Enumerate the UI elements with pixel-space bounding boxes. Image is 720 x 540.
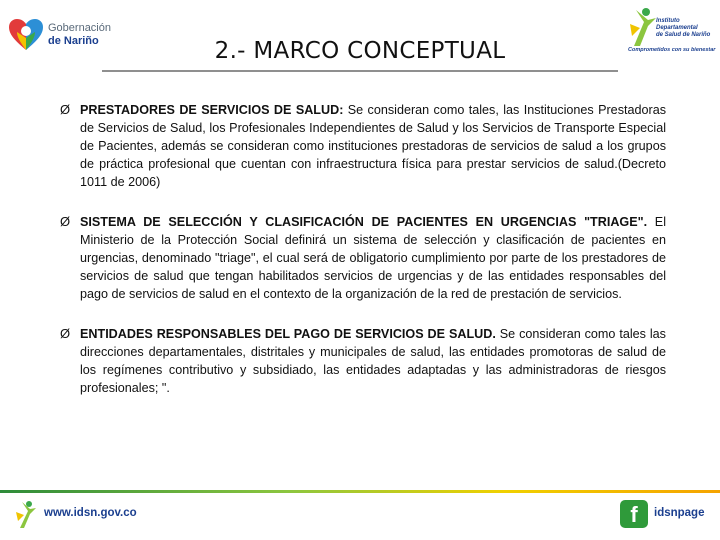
item-heading: ENTIDADES RESPONSABLES DEL PAGO DE SERVICIOS DE SALUD. xyxy=(80,327,496,341)
arrow-bullet-icon: Ø xyxy=(60,214,71,229)
idsn-small-logo-icon xyxy=(14,500,40,530)
page-title: 2.- MARCO CONCEPTUAL xyxy=(214,38,506,64)
list-item xyxy=(60,325,666,397)
social-handle[interactable]: idsnpage xyxy=(654,507,705,519)
idsn-figure-icon xyxy=(626,6,660,50)
arrow-bullet-icon: Ø xyxy=(60,102,71,117)
concept-list xyxy=(60,101,666,397)
list-item xyxy=(60,213,666,303)
item-heading: PRESTADORES DE SERVICIOS DE SALUD: xyxy=(80,103,344,117)
item-body: El Ministerio de la Protección Social definirá un sistema de selección y clasificación de pacientes en urgencias, denominado "triage", el cual será de obligatorio cumplimiento por parte de los prestadores de servicios de salud que tengan habilitados servicios de urgencias y de las entidades responsables del pago de servicios de salud en el contexto de la organización de la red de prestación de servicios. xyxy=(80,215,666,301)
facebook-icon[interactable]: f xyxy=(620,500,648,528)
idsn-line-1: Instituto xyxy=(656,18,680,24)
list-item xyxy=(60,101,666,191)
title-divider xyxy=(102,70,618,72)
website-link[interactable]: www.idsn.gov.co xyxy=(44,507,137,519)
logo-line-1: Gobernación xyxy=(48,22,111,34)
idsn-slogan: Comprometidos con su bienestar xyxy=(628,47,716,53)
footer-divider xyxy=(0,490,720,493)
idsn-logo xyxy=(626,6,718,58)
idsn-line-3: de Salud de Nariño xyxy=(656,32,711,38)
item-heading: SISTEMA DE SELECCIÓN Y CLASIFICACIÓN DE PACIENTES EN URGENCIAS "TRIAGE". xyxy=(80,215,648,229)
logo-line-2: de Nariño xyxy=(48,35,99,47)
arrow-bullet-icon: Ø xyxy=(60,326,71,341)
idsn-line-2: Departamental xyxy=(656,25,698,31)
idsn-logo-text xyxy=(656,18,712,39)
item-body: Se consideran como tales, las Instituciones Prestadoras de Servicios de Salud, los Profesionales Independientes de Salud y los Servicios de Transporte Especial de Pacientes, además se consideran como instituciones prestadoras de servicios de salud a los grupos de práctica profesional que cuentan con infraestructura física para prestar servicios de salud.(Decreto 1011 de 2006) xyxy=(80,103,666,189)
item-body: Se consideran como tales las direcciones departamentales, distritales y municipales de salud, las entidades promotoras de salud de los regímenes contributivo y subsidiado, las entidades adaptadas y las administradoras de riesgos profesionales; ". xyxy=(80,327,666,395)
